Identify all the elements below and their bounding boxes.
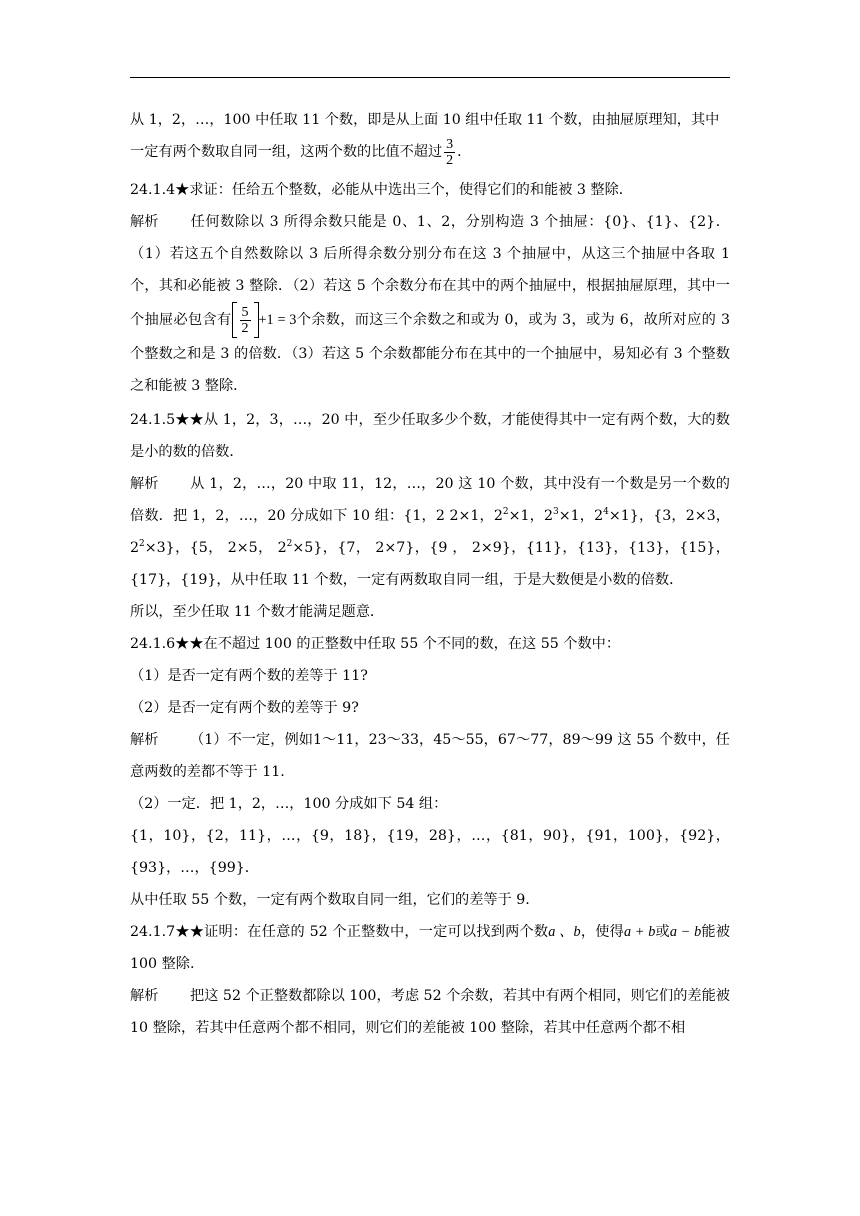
exponent: 2 bbox=[139, 539, 145, 549]
header-rule bbox=[130, 77, 730, 78]
difference-expression: a − b bbox=[669, 924, 702, 940]
text-span: 能被 100 整除. bbox=[130, 924, 730, 972]
text-span: 或 bbox=[655, 924, 670, 940]
solution-paragraph bbox=[130, 468, 730, 596]
solution-line: （2）一定．把 1，2，…，100 分成如下 54 组： bbox=[130, 796, 448, 812]
solution-text: ×5}，{7， 2×7}，{9 ， 2×9}，{11}，{13}，{13}，{15}，{17}，{19}，从中任取 11 个数，一定有两数取自同一组，于是大数便是小数的倍数． bbox=[130, 540, 730, 588]
exponent: 2 bbox=[286, 539, 293, 549]
sum-expression: a + b bbox=[624, 924, 656, 940]
conclusion-line: 所以，至少任取 11 个数才能满足题意． bbox=[130, 604, 385, 620]
question-line: （2）是否一定有两个数的差等于 9? bbox=[130, 700, 359, 716]
numerator: 5 bbox=[241, 304, 249, 320]
floor-bracket bbox=[232, 302, 259, 338]
solution-text: 任何数除以 3 所得余数只能是 0、1、2，分别构造 3 个抽屉：{0}、{1}、{2}．（1）若这五个自然数除以 3 后所得余数分别分布在这 3 个抽屉中，从这三个抽屉中各取 1 个，其和必能被 3 整除．（2）若这 5 个余数分布在其中的两个抽屉中，根据抽屉原理，其中一个抽屉必包含有 bbox=[130, 214, 730, 328]
solution-label: 解析 bbox=[130, 214, 159, 230]
power-base: 2 bbox=[594, 508, 604, 524]
solution-paragraph bbox=[130, 206, 730, 402]
fraction bbox=[444, 137, 455, 168]
problem-title: 24.1.5★★从 1，2，3，…，20 中，至少任取多少个数，才能使得其中一定有两个数，大的数是小的数的倍数． bbox=[130, 412, 730, 460]
solution-paragraph bbox=[130, 724, 730, 788]
solution-text: ×3}，{5， 2×5， bbox=[144, 540, 278, 556]
fraction bbox=[240, 305, 251, 336]
equation: +1 = 3 bbox=[258, 312, 297, 328]
text-span: ，使得 bbox=[580, 924, 625, 940]
solution-text: 从 1，2，…，20 中取 11，12，…，20 这 10 个数，其中没有一个数是另一个数的倍数．把 1，2，…，20 分成如下 10 组：{1，2 2×1， bbox=[130, 476, 730, 524]
numerator: 3 bbox=[446, 136, 454, 152]
text-span: ． bbox=[457, 144, 472, 160]
variables: a 、b bbox=[548, 924, 581, 940]
solution-label: 解析 bbox=[130, 476, 159, 492]
text-span: 一定有两个数取自同一组，这两个数的比值不超过 bbox=[130, 144, 443, 160]
solution-label: 解析 bbox=[130, 988, 159, 1004]
groups-line: {1，10}，{2，11}，…，{9，18}，{19，28}，…，{81，90}，{91，100}，{92}，{93}，…，{99}． bbox=[130, 828, 730, 876]
solution-text: ×1}，{3，2×3， bbox=[608, 508, 730, 524]
solution-text: ×1， bbox=[508, 508, 544, 524]
solution-text: （1）不一定，例如1～11，23～33，45～55，67～77，89～99 这 55 个数中，任意两数的差都不等于 11. bbox=[130, 732, 730, 780]
text-line: 从 1，2，…，100 中任取 11 个数，即是从上面 10 组中任取 11 个数，由抽屉原理知，其中 bbox=[130, 112, 720, 128]
problem-title bbox=[130, 916, 730, 980]
problem-title: 24.1.6★★在不超过 100 的正整数中任取 55 个不同的数，在这 55 个数中： bbox=[130, 636, 621, 652]
exponent: 2 bbox=[502, 507, 509, 517]
power-base: 2 bbox=[493, 508, 503, 524]
text-line bbox=[130, 132, 730, 172]
solution-text: 个余数，而这三个余数之和或为 0，或为 3，或为 6，故所对应的 3 个整数之和是 3 的倍数．（3）若这 5 个余数都能分布在其中的一个抽屉中，易知必有 3 个整数之和能被 3 整除． bbox=[130, 312, 730, 394]
denominator: 2 bbox=[241, 320, 249, 336]
exponent: 3 bbox=[553, 507, 559, 517]
power-base: 2 bbox=[543, 508, 554, 524]
solution-label: 解析 bbox=[130, 732, 159, 748]
denominator: 2 bbox=[446, 152, 454, 168]
solution-text: 把这 52 个正整数都除以 100，考虑 52 个余数，若其中有两个相同，则它们的差能被 10 整除，若其中任意两个都不相同，则它们的差能被 100 整除，若其中任意两个都不相 bbox=[130, 988, 730, 1036]
problem-title: 24.1.4★求证：任给五个整数，必能从中选出三个，使得它们的和能被 3 整除． bbox=[130, 182, 633, 198]
solution-paragraph bbox=[130, 980, 730, 1044]
question-line: （1）是否一定有两个数的差等于 11? bbox=[130, 668, 368, 684]
conclusion-line: 从中任取 55 个数，一定有两个数取自同一组，它们的差等于 9. bbox=[130, 892, 530, 908]
power-base: 2 bbox=[130, 540, 140, 556]
text-span: 24.1.7★★证明：在任意的 52 个正整数中，一定可以找到两个数 bbox=[130, 924, 549, 940]
document-body bbox=[130, 104, 730, 1044]
exponent: 4 bbox=[603, 507, 609, 517]
solution-text: ×1， bbox=[558, 508, 595, 524]
power-base: 2 bbox=[277, 540, 287, 556]
